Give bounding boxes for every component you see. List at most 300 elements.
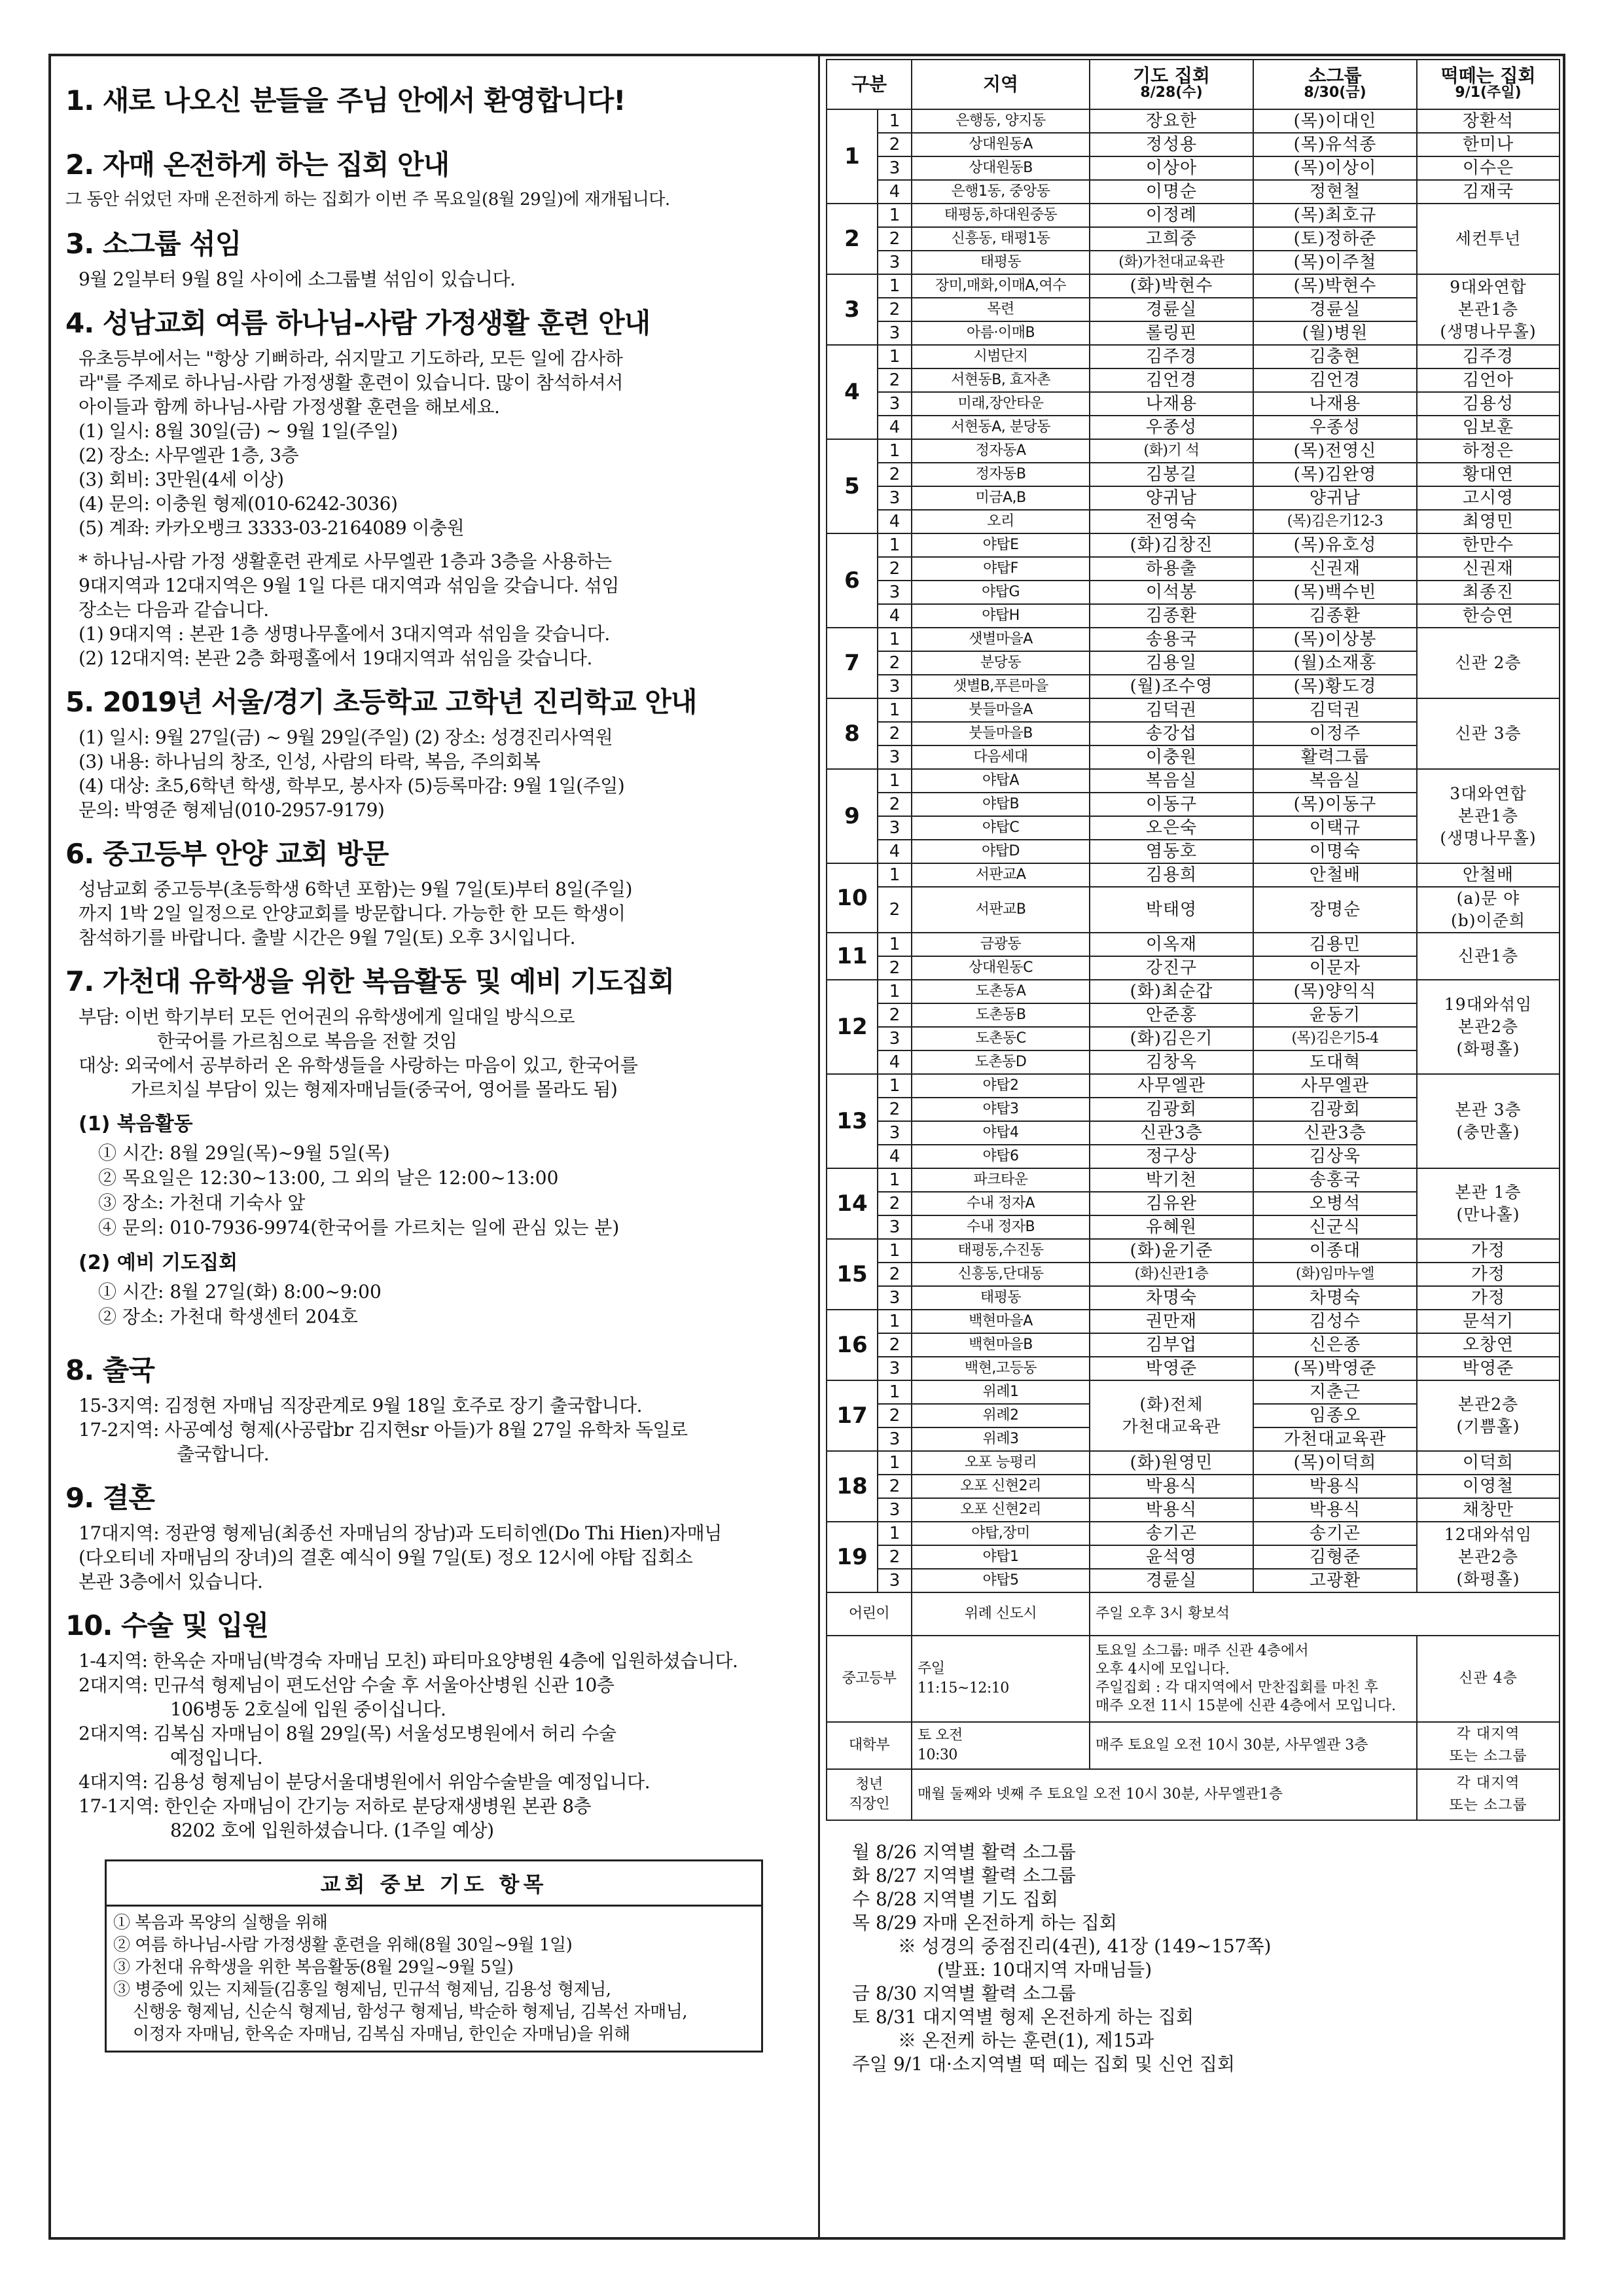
table-row: [827, 1522, 1560, 1545]
area-name: 샛별마을A: [912, 628, 1090, 651]
subgroup-number: 3: [878, 1498, 912, 1522]
cell-line: 각 대지역: [1456, 1775, 1520, 1791]
group-number: 19: [827, 1522, 878, 1592]
group-number: 8: [827, 698, 878, 769]
prayer-location: 송기곤: [1090, 1522, 1253, 1545]
small-group-location: 임종오: [1253, 1404, 1417, 1427]
cell-line: (충만홀): [1456, 1122, 1520, 1141]
small-group-location: 양귀남: [1253, 486, 1417, 510]
header-group: 구분: [827, 60, 912, 109]
subgroup-number: 3: [878, 1357, 912, 1380]
bread-location: 문석기: [1417, 1310, 1560, 1333]
header-prayer-date: 8/28(수): [1140, 84, 1203, 101]
area-name: 아름·이매B: [912, 321, 1090, 345]
area-name: 야탑E: [912, 533, 1090, 557]
subgroup-number: 4: [878, 840, 912, 863]
small-group-location: 신권재: [1253, 557, 1417, 581]
area-name: 야탑D: [912, 840, 1090, 863]
prayer-location: (월)조수영: [1090, 675, 1253, 698]
small-group-location: 신은종: [1253, 1333, 1417, 1357]
prayer-location: 우종성: [1090, 416, 1253, 439]
section-small-group-title: 3. 소그룹 섞임: [65, 228, 241, 260]
small-group-location: 가천대교육관: [1253, 1427, 1417, 1451]
college-info: 매주 토요일 오전 10시 30분, 사무엘관 3층: [1090, 1722, 1417, 1769]
small-group-location: (목)이주철: [1253, 251, 1417, 274]
area-name: 위례3: [912, 1427, 1090, 1451]
subgroup-number: 2: [878, 1263, 912, 1286]
cell-line: (화평홀): [1456, 1039, 1520, 1058]
table-row: [827, 392, 1560, 416]
small-group-location: 이명숙: [1253, 840, 1417, 863]
subgroup-number: 4: [878, 180, 912, 204]
subgroup-number: 3: [878, 251, 912, 274]
wedding-line: 본관 3층에서 있습니다.: [79, 1571, 263, 1592]
prayer-location: 김종환: [1090, 604, 1253, 628]
youth-location: 신관 4층: [1417, 1636, 1560, 1722]
group-number: 14: [827, 1168, 878, 1239]
bread-location: 신관1층: [1417, 933, 1560, 980]
area-name: 오포 신현2리: [912, 1475, 1090, 1498]
table-row: [827, 698, 1560, 722]
section-welcome-title: 1. 새로 나오신 분들을 주님 안에서 환영합니다!: [65, 84, 626, 117]
family-training-note-line: 장소는 다음과 같습니다.: [79, 599, 269, 620]
area-name: 도촌동C: [912, 1027, 1090, 1050]
bread-location: 박영준: [1417, 1357, 1560, 1380]
truth-school-details: [65, 725, 805, 822]
table-row: [827, 933, 1560, 956]
subgroup-number: 1: [878, 439, 912, 463]
family-training-details: [65, 346, 805, 540]
prayer-location: 박기천: [1090, 1168, 1253, 1192]
small-group-location: (목)유호성: [1253, 533, 1417, 557]
bread-location: 신관 3층: [1417, 698, 1560, 769]
truth-school-line: (4) 대상: 초5,6학년 학생, 학부모, 봉사자 (5)등록마감: 9월 1일(주일): [79, 775, 625, 797]
prayer-location: 이옥재: [1090, 933, 1253, 956]
cell-line: 청년: [855, 1776, 883, 1793]
bread-location: 임보훈: [1417, 416, 1560, 439]
header-small-date: 8/30(금): [1304, 84, 1366, 101]
prayer-location: 롤링핀: [1090, 321, 1253, 345]
hospital-line-5: 예정입니다.: [170, 1747, 263, 1768]
table-row: [827, 1074, 1560, 1098]
area-name: 야탑H: [912, 604, 1090, 628]
weekly-line: ※ 성경의 중점진리(4권), 41장 (149~157쪽): [898, 1935, 1272, 1957]
departure-line-2: 17-2지역: 사공예성 형제(사공랍br 김지현sr 아들)가 8월 27일 유학차 독일로: [79, 1419, 688, 1441]
area-name: 정자동A: [912, 439, 1090, 463]
area-name: 야탑2: [912, 1074, 1090, 1098]
family-training-line: (4) 문의: 이충원 형제(010-6242-3036): [79, 493, 398, 514]
hospital-line-8: 8202 호에 입원하셨습니다. (1주일 예상): [170, 1820, 494, 1841]
table-row: [827, 1498, 1560, 1522]
small-group-location: 오병석: [1253, 1192, 1417, 1215]
area-name: 야탑G: [912, 581, 1090, 604]
table-row: [827, 1168, 1560, 1192]
departure-line-1: 15-3지역: 김정현 자매님 직장관계로 9월 18일 호주로 장기 출국합니다.: [79, 1395, 643, 1416]
table-row: [827, 1263, 1560, 1286]
family-training-line: (2) 장소: 사무엘관 1층, 3층: [79, 444, 299, 466]
small-group-location: (목)김은기12-3: [1253, 510, 1417, 533]
group-number: 6: [827, 533, 878, 628]
small-group-location: (목)황도경: [1253, 675, 1417, 698]
group-number: 4: [827, 345, 878, 439]
weekly-line: (발표: 10대지역 자매님들): [937, 1959, 1152, 1981]
prayer-location: 오은숙: [1090, 816, 1253, 840]
prayer-location: 복음실: [1090, 769, 1253, 793]
group-number: 11: [827, 933, 878, 980]
subgroup-number: 2: [878, 463, 912, 486]
area-name: 미래,장안타운: [912, 392, 1090, 416]
area-name: 상대원동C: [912, 956, 1090, 980]
prayer-location: (화)최순갑: [1090, 980, 1253, 1003]
bread-location: 이덕희: [1417, 1451, 1560, 1475]
prayer-location: 김유완: [1090, 1192, 1253, 1215]
small-group-location: 복음실: [1253, 769, 1417, 793]
area-name: 위례2: [912, 1404, 1090, 1427]
weekly-line: 목 8/29 자매 온전하게 하는 집회: [852, 1912, 1117, 1933]
prayer-location: 이명순: [1090, 180, 1253, 204]
subgroup-number: 1: [878, 1310, 912, 1333]
group-number: 13: [827, 1074, 878, 1168]
anyang-visit-line: 성남교회 중고등부(초등학생 6학년 포함)는 9월 7일(토)부터 8일(주일): [79, 878, 632, 900]
prayer-location: 김언경: [1090, 368, 1253, 392]
gachon-target-line-1: 대상: 외국에서 공부하러 온 유학생들을 사랑하는 마음이 있고, 한국어를: [79, 1054, 638, 1076]
table-row: [827, 439, 1560, 463]
small-group-location: (목)김완영: [1253, 463, 1417, 486]
prayer-location: 박용식: [1090, 1498, 1253, 1522]
area-name: 도촌동D: [912, 1050, 1090, 1074]
small-group-text: 9월 2일부터 9월 8일 사이에 소그룹별 섞임이 있습니다.: [79, 268, 516, 290]
cell-line: 11:15~12:10: [918, 1680, 1009, 1696]
bread-location: [1417, 1168, 1560, 1239]
group-number: 2: [827, 204, 878, 274]
cell-line: (화)전체: [1139, 1395, 1204, 1414]
prayer-location: 김주경: [1090, 345, 1253, 368]
table-row: [827, 604, 1560, 628]
cell-line: 본관1층: [1457, 300, 1519, 319]
hospital-line-4: 2대지역: 김복심 자매님이 8월 29일(목) 서울성모병원에서 허리 수술: [79, 1723, 616, 1744]
subgroup-number: 1: [878, 1380, 912, 1404]
subgroup-number: 2: [878, 1098, 912, 1121]
prayer-location: 이석봉: [1090, 581, 1253, 604]
cell-line: 본관2층: [1457, 1547, 1519, 1566]
cell-line: 본관 1층: [1455, 1183, 1522, 1202]
area-name: 파크타운: [912, 1168, 1090, 1192]
table-row: [827, 368, 1560, 392]
area-name: 야탑F: [912, 557, 1090, 581]
bread-location: 김재국: [1417, 180, 1560, 204]
area-name: 태평동,하대원중동: [912, 204, 1090, 227]
weekly-line: 수 8/28 지역별 기도 집회: [852, 1888, 1058, 1910]
cell-line: (b)이준희: [1451, 911, 1525, 930]
prayer-location: 염동호: [1090, 840, 1253, 863]
table-row: [827, 463, 1560, 486]
small-group-location: (목)최호규: [1253, 204, 1417, 227]
small-group-location: (목)이덕희: [1253, 1451, 1417, 1475]
prayer-item: ③ 병중에 있는 지체들(김홍일 형제님, 민규석 형제님, 김용성 형제님,: [113, 1980, 611, 2000]
table-row: [827, 557, 1560, 581]
cell-line: 9대와연합: [1450, 278, 1527, 296]
prayer-location: 김용희: [1090, 863, 1253, 887]
cell-line: 직장인: [848, 1796, 890, 1812]
weekly-line: 월 8/26 지역별 활력 소그룹: [852, 1841, 1076, 1863]
small-group-location: 활력그룹: [1253, 745, 1417, 769]
area-name: 야탑3: [912, 1098, 1090, 1121]
youth-info: [1090, 1636, 1417, 1722]
hospital-line-2: 2대지역: 민규석 형제님이 편도선암 수술 후 서울아산병원 신관 10층: [79, 1674, 615, 1696]
area-name: 목련: [912, 298, 1090, 321]
subgroup-number: 1: [878, 1239, 912, 1263]
bread-location: 이수은: [1417, 156, 1560, 180]
subgroup-number: 3: [878, 1027, 912, 1050]
prayer-item: ① 복음과 목양의 실행을 위해: [113, 1913, 328, 1933]
table-row: [827, 486, 1560, 510]
cell-line: 주일집회 : 각 대지역에서 만찬집회를 마친 후: [1096, 1679, 1378, 1696]
bread-location: [1417, 887, 1560, 933]
gospel-activity-item: ② 목요일은 12:30~13:00, 그 외의 날은 12:00~13:00: [98, 1167, 559, 1189]
header-bread-label: 떡떼는 집회: [1440, 65, 1536, 86]
small-group-location: 윤동기: [1253, 1003, 1417, 1027]
hospital-line-7: 17-1지역: 한인순 자매님이 간기능 저하로 분당재생병원 본관 8층: [79, 1795, 592, 1817]
subgroup-number: 2: [878, 298, 912, 321]
bread-location: 채창만: [1417, 1498, 1560, 1522]
table-row: [827, 1380, 1560, 1404]
cell-line: 가천대교육관: [1122, 1417, 1221, 1436]
area-name: 서현동B, 효자촌: [912, 368, 1090, 392]
family-training-note-line: (2) 12대지역: 본관 2층 화평홀에서 19대지역과 섞임을 갖습니다.: [79, 647, 592, 669]
table-row: [827, 863, 1560, 887]
wedding-line: (다오티네 자매님의 장녀)의 결혼 예식이 9월 7일(토) 정오 12시에 야탑 집회소: [79, 1547, 693, 1568]
departure-line-3: 출국합니다.: [177, 1443, 270, 1465]
small-group-location: 김덕권: [1253, 698, 1417, 722]
cell-line: (생명나무홀): [1440, 322, 1537, 341]
prayer-items-box: [105, 1859, 763, 2053]
subgroup-number: 2: [878, 1545, 912, 1569]
table-row: [827, 345, 1560, 368]
subgroup-number: 3: [878, 581, 912, 604]
small-group-location: (목)박영준: [1253, 1357, 1417, 1380]
subgroup-number: 1: [878, 933, 912, 956]
area-name: 서판교B: [912, 887, 1090, 933]
bread-location: 신관 2층: [1417, 628, 1560, 698]
small-group-location: (화)임마누엘: [1253, 1263, 1417, 1286]
subgroup-number: 1: [878, 1522, 912, 1545]
area-name: 붓들마을A: [912, 698, 1090, 722]
table-row: [827, 1286, 1560, 1310]
prayer-location: 이정례: [1090, 204, 1253, 227]
area-name: 백현마을B: [912, 1333, 1090, 1357]
bread-location: 김주경: [1417, 345, 1560, 368]
children-info: 주일 오후 3시 황보석: [1090, 1592, 1560, 1636]
bread-location: [1417, 1522, 1560, 1592]
small-group-location: 김광회: [1253, 1098, 1417, 1121]
small-group-location: 김상욱: [1253, 1145, 1417, 1168]
area-name: 태평동,수진동: [912, 1239, 1090, 1263]
cell-line: 또는 소그룹: [1449, 1748, 1527, 1765]
gachon-burden-line-2: 한국어를 가르침으로 복음을 전할 것임: [157, 1030, 457, 1052]
area-name: 태평동: [912, 251, 1090, 274]
small-group-location: 김종환: [1253, 604, 1417, 628]
cell-line: (화평홀): [1456, 1570, 1520, 1588]
wedding-details: [65, 1521, 805, 1594]
small-group-location: 안철배: [1253, 863, 1417, 887]
prayer-item: ② 여름 하나님-사람 가정생활 훈련을 위해(8월 30일~9월 1일): [113, 1935, 573, 1955]
table-row: [827, 887, 1560, 933]
area-name: 장미,매화,이매A,여수: [912, 274, 1090, 298]
wedding-line: 17대지역: 정관영 형제님(최종선 자매님의 장남)과 도티히엔(Do Thi Hien)자매님: [79, 1522, 722, 1544]
bread-location: [1417, 1380, 1560, 1451]
subgroup-number: 2: [878, 887, 912, 933]
section-departure-title: 8. 출국: [65, 1354, 154, 1386]
bread-location: 김언아: [1417, 368, 1560, 392]
table-row: [827, 109, 1560, 133]
small-group-location: (목)양익식: [1253, 980, 1417, 1003]
group-number: 17: [827, 1380, 878, 1451]
subgroup-number: 3: [878, 1121, 912, 1145]
small-group-location: (토)정하준: [1253, 227, 1417, 251]
schedule-body: [827, 109, 1560, 1820]
gospel-activity-subtitle: (1) 복음활동: [79, 1113, 193, 1136]
family-training-note-line: * 하나님-사람 가정 생활훈련 관계로 사무엘관 1층과 3층을 사용하는: [79, 550, 612, 572]
subgroup-number: 2: [878, 1475, 912, 1498]
area-name: 백현마을A: [912, 1310, 1090, 1333]
young-adult-row: [827, 1769, 1560, 1820]
subgroup-number: 2: [878, 133, 912, 156]
bread-location: [1417, 769, 1560, 863]
prayer-items-title: 교회 중보 기도 항목: [107, 1861, 761, 1907]
table-row: [827, 133, 1560, 156]
cell-line: 토 오전: [918, 1727, 963, 1744]
area-name: 수내 정자A: [912, 1192, 1090, 1215]
table-row: [827, 980, 1560, 1003]
bread-location: 안철배: [1417, 863, 1560, 887]
section-sisters-meeting-title: 2. 자매 온전하게 하는 집회 안내: [65, 149, 450, 181]
area-name: 은행1동, 중앙동: [912, 180, 1090, 204]
area-name: 상대원동A: [912, 133, 1090, 156]
area-name: 시범단지: [912, 345, 1090, 368]
subgroup-number: 4: [878, 510, 912, 533]
group-number: 3: [827, 274, 878, 345]
area-name: 오리: [912, 510, 1090, 533]
subgroup-number: 3: [878, 1215, 912, 1239]
small-group-location: 김언경: [1253, 368, 1417, 392]
area-name: 야탑B: [912, 793, 1090, 816]
small-group-location: (목)백수빈: [1253, 581, 1417, 604]
youth-label: 중고등부: [827, 1636, 912, 1722]
hospital-line-6: 4대지역: 김용성 형제님이 분당서울대병원에서 위암수술받을 예정입니다.: [79, 1771, 651, 1793]
anyang-visit-details: [65, 877, 805, 950]
family-training-line: (3) 회비: 3만원(4세 이상): [79, 469, 284, 490]
bread-location: 최종진: [1417, 581, 1560, 604]
meeting-schedule-table: [826, 59, 1560, 1821]
bread-location: 한만수: [1417, 533, 1560, 557]
subgroup-number: 2: [878, 368, 912, 392]
table-row: [827, 1451, 1560, 1475]
table-row: [827, 274, 1560, 298]
header-bread: [1417, 60, 1560, 109]
table-row: [827, 628, 1560, 651]
small-group-location: 신관3층: [1253, 1121, 1417, 1145]
college-label: 대학부: [827, 1722, 912, 1769]
weekly-line: 금 8/30 지역별 활력 소그룹: [852, 1982, 1076, 2004]
gachon-target-line-2: 가르치실 부담이 있는 형제자매님들(중국어, 영어를 몰라도 됨): [131, 1079, 618, 1100]
prayer-meeting-item: ② 장소: 가천대 학생센터 204호: [98, 1306, 358, 1327]
section-truth-school-title: 5. 2019년 서울/경기 초등학교 고학년 진리학교 안내: [65, 686, 697, 718]
table-row: [827, 156, 1560, 180]
area-name: 금광동: [912, 933, 1090, 956]
bread-location: 한미나: [1417, 133, 1560, 156]
subgroup-number: 2: [878, 1192, 912, 1215]
announcements-column: [65, 75, 805, 2222]
prayer-location: 안준홍: [1090, 1003, 1253, 1027]
prayer-location: 김창옥: [1090, 1050, 1253, 1074]
small-group-location: 이종대: [1253, 1239, 1417, 1263]
truth-school-line: (3) 내용: 하나님의 창조, 인성, 사람의 타락, 복음, 주의회복: [79, 751, 541, 772]
area-name: 은행동, 양지동: [912, 109, 1090, 133]
subgroup-number: 1: [878, 863, 912, 887]
small-group-location: (목)유석종: [1253, 133, 1417, 156]
bread-location: 고시영: [1417, 486, 1560, 510]
cell-line: (기쁨홀): [1456, 1417, 1520, 1436]
small-group-location: (월)병원: [1253, 321, 1417, 345]
subgroup-number: 1: [878, 345, 912, 368]
prayer-location: 송강섭: [1090, 722, 1253, 745]
family-training-line: (5) 계좌: 카카오뱅크 3333-03-2164089 이충원: [79, 517, 465, 539]
area-name: 위례1: [912, 1380, 1090, 1404]
prayer-location: 고희중: [1090, 227, 1253, 251]
subgroup-number: 2: [878, 227, 912, 251]
table-row: [827, 1357, 1560, 1380]
cell-line: 각 대지역: [1456, 1726, 1520, 1742]
cell-line: 본관1층: [1457, 806, 1519, 825]
cell-line: 3대와연합: [1450, 784, 1527, 803]
area-name: 분당동: [912, 651, 1090, 675]
youth-time: [912, 1636, 1090, 1722]
bread-location: 김용성: [1417, 392, 1560, 416]
subgroup-number: 1: [878, 769, 912, 793]
prayer-location: (화)박현수: [1090, 274, 1253, 298]
group-number: 10: [827, 863, 878, 933]
prayer-location: (화)김창진: [1090, 533, 1253, 557]
gospel-activity-item: ① 시간: 8월 29일(목)~9월 5일(목): [98, 1142, 390, 1164]
small-group-location: (목)이상봉: [1253, 628, 1417, 651]
prayer-location: 정성용: [1090, 133, 1253, 156]
bread-location: 가정: [1417, 1263, 1560, 1286]
small-group-location: (목)이대인: [1253, 109, 1417, 133]
small-group-location: (목)이동구: [1253, 793, 1417, 816]
weekly-line: ※ 온전케 하는 훈련(1), 제15과: [898, 2030, 1154, 2051]
prayer-location: 윤석영: [1090, 1545, 1253, 1569]
small-group-location: 박용식: [1253, 1475, 1417, 1498]
area-name: 야탑1: [912, 1545, 1090, 1569]
prayer-location: 이상아: [1090, 156, 1253, 180]
prayer-location: 박태영: [1090, 887, 1253, 933]
bread-location: 이영철: [1417, 1475, 1560, 1498]
table-header-row: [827, 60, 1560, 109]
bread-location: 가정: [1417, 1239, 1560, 1263]
small-group-location: 도대혁: [1253, 1050, 1417, 1074]
bread-location: 한승연: [1417, 604, 1560, 628]
small-group-location: 김용민: [1253, 933, 1417, 956]
area-name: 야탑A: [912, 769, 1090, 793]
table-row: [827, 1475, 1560, 1498]
subgroup-number: 3: [878, 1427, 912, 1451]
subgroup-number: 4: [878, 1145, 912, 1168]
area-name: 미금A,B: [912, 486, 1090, 510]
subgroup-number: 3: [878, 156, 912, 180]
table-row: [827, 510, 1560, 533]
small-group-location: 사무엘관: [1253, 1074, 1417, 1098]
prayer-location: 김용일: [1090, 651, 1253, 675]
